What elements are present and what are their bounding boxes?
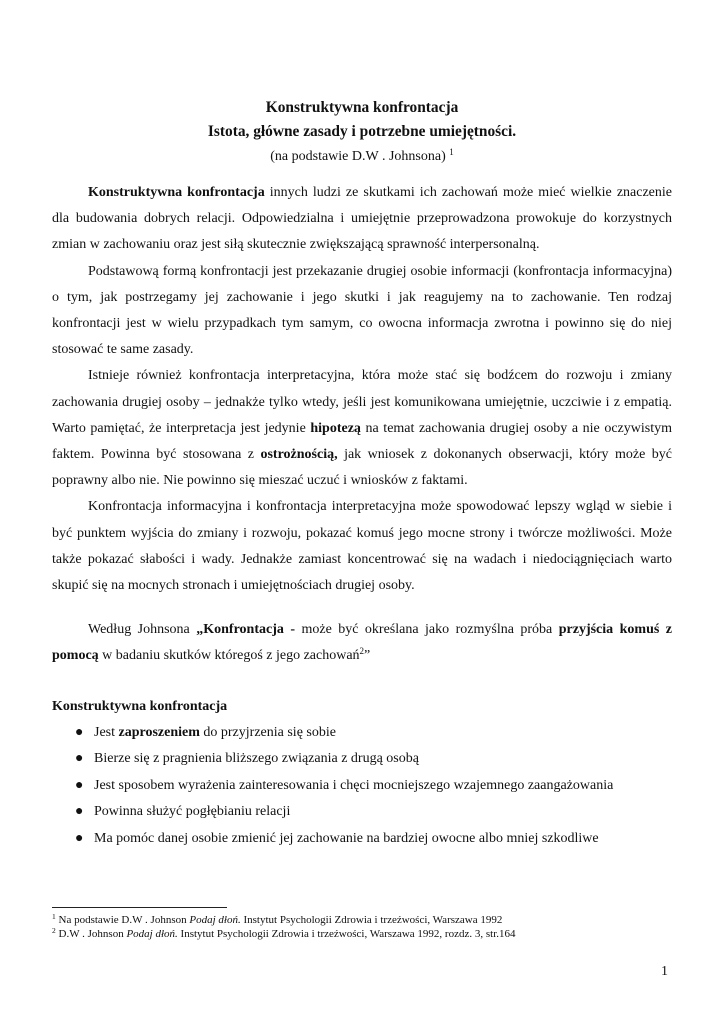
paragraph-2: Podstawową formą konfrontacji jest przekazanie drugiej osobie informacji (konfrontacja informacyjna) o tym, jak postrzegamy jej zachowanie i jego skutki i jak reagujemy na to zachowanie. Ten rodzaj konfrontacji jest w wielu przypadkach tym samym, co owocna informacja zwrotna i powinno się do niej stosować te same zasady. xyxy=(52,263,672,358)
footnote-1 xyxy=(52,913,672,927)
footnote-ref-2: 2 xyxy=(359,646,365,657)
list-item-text: Ma pomóc danej osobie zmienić jej zachowanie na bardziej owocne albo mniej szkodliwe xyxy=(94,830,599,846)
footnote-2 xyxy=(52,927,672,941)
list-item xyxy=(76,799,672,826)
page-number: 1 xyxy=(661,964,668,979)
bullet-icon: ● xyxy=(75,724,84,740)
quote-text-b: może być określana jako rozmyślna próba xyxy=(295,622,559,638)
list-item xyxy=(76,746,672,773)
bullet-icon: ● xyxy=(75,777,84,793)
list-item-text: Jest xyxy=(94,724,119,740)
footnote-divider xyxy=(52,907,227,908)
document-page xyxy=(52,96,672,852)
footnote-number: 1 xyxy=(52,912,56,921)
footnote-text-post: Instytut Psychologii Zdrowia i trzeźwości, Warszawa 1992 xyxy=(240,914,503,926)
bullet-icon: ● xyxy=(75,830,84,846)
list-item-text: Powinna służyć pogłębianiu relacji xyxy=(94,804,291,820)
footnote-text-post: Instytut Psychologii Zdrowia i trzeźwości, Warszawa 1992, rozdz. 3, str.164 xyxy=(177,928,516,940)
paragraph-4: Konfrontacja informacyjna i konfrontacja interpretacyjna może spowodować lepszy wgląd w siebie i być punktem wyjścia do zmiany i rozwoju, pokazać komuś jego mocne strony i twórcze możliwości. Może także pokazać słabości i wady. Jednakże zamiast koncentrować się na wadach i niedociągnięciach warto skupić się na mocnych stronach i umiejętnościach drugiej osoby. xyxy=(52,499,672,594)
document-title: Konstruktywna konfrontacja xyxy=(265,99,459,116)
document-subtitle-title: Istota, główne zasady i potrzebne umiejętności. xyxy=(207,123,517,140)
paragraph-3-bold-hipoteza: hipotezą xyxy=(310,420,361,436)
list-heading: Konstruktywna konfrontacja xyxy=(52,698,228,714)
list-item-text-post: do przyjrzenia się sobie xyxy=(199,724,336,740)
paragraph-3-bold-ostroznosc: ostrożnością, xyxy=(260,447,338,463)
paragraph-3-text-c: jak wniosek z dokonanych obserwacji, który może być poprawny albo nie. Nie powinno się mieszać uczuć i wniosków z faktami. xyxy=(52,447,673,489)
list-item-bold: zaproszeniem xyxy=(118,724,200,740)
footnote-number: 2 xyxy=(52,926,56,935)
source-note xyxy=(52,146,672,168)
quote-text-c: w badaniu skutków któregoś z jego zachowań xyxy=(98,648,360,664)
list-item-text: Jest sposobem wyrażenia zainteresowania i chęci mocniejszego wzajemnego zaangażowania xyxy=(94,777,614,793)
paragraph-3-text-b: na temat zachowania drugiej osoby a nie oczywistym faktem. Powinna być stosowana z xyxy=(52,420,672,463)
source-note-text: (na podstawie D.W . Johnsona) xyxy=(270,149,446,164)
list-item-text: Bierze się z pragnienia bliższego związania z drugą osobą xyxy=(94,751,419,767)
bullet-list xyxy=(52,720,672,853)
footnotes xyxy=(52,907,672,941)
list-item xyxy=(76,773,672,800)
paragraph-1 xyxy=(52,180,672,259)
johnson-quote xyxy=(52,617,672,669)
quote-bold-pomoc: przyjścia komuś z pomocą xyxy=(52,622,672,664)
paragraph-1-bold: Konstruktywna konfrontacja xyxy=(88,185,265,200)
paragraph-3-text-a: Istnieje również konfrontacja interpretacyjna, która może stać się bodźcem do rozwoju i zmiany zachowania drugiej osoby – jednakże tylko wtedy, jeśli jest komunikowana umiejętnie, uczciwie i z empatią. Warto pamiętać, że interpretacja jest jedynie xyxy=(52,368,672,436)
list-item xyxy=(76,720,672,747)
footnote-book-title: Podaj dłoń. xyxy=(126,928,178,940)
paragraph-1-text: innych ludzi ze skutkami ich zachowań może mieć wielkie znaczenie dla budowania dobrych relacji. Odpowiedzialna i umiejętnie przeprowadzona prowokuje do korzystnych zmian w zachowaniu oraz jest siłą skutecznie zwiększającą sprawność interpersonalną. xyxy=(52,185,672,253)
quote-close-mark: ” xyxy=(364,648,371,664)
footnote-text: D.W . Johnson xyxy=(55,928,127,940)
quote-bold-konfrontacja: „Konfrontacja - xyxy=(196,622,295,638)
quote-text-a: Według Johnsona xyxy=(88,622,197,638)
footnote-ref-1: 1 xyxy=(449,147,454,157)
footnote-text: Na podstawie D.W . Johnson xyxy=(55,914,190,926)
bullet-icon: ● xyxy=(75,751,84,767)
list-item xyxy=(76,826,672,853)
footnote-book-title: Podaj dłoń. xyxy=(189,914,241,926)
paragraph-3 xyxy=(52,363,672,494)
bullet-icon: ● xyxy=(75,804,84,820)
